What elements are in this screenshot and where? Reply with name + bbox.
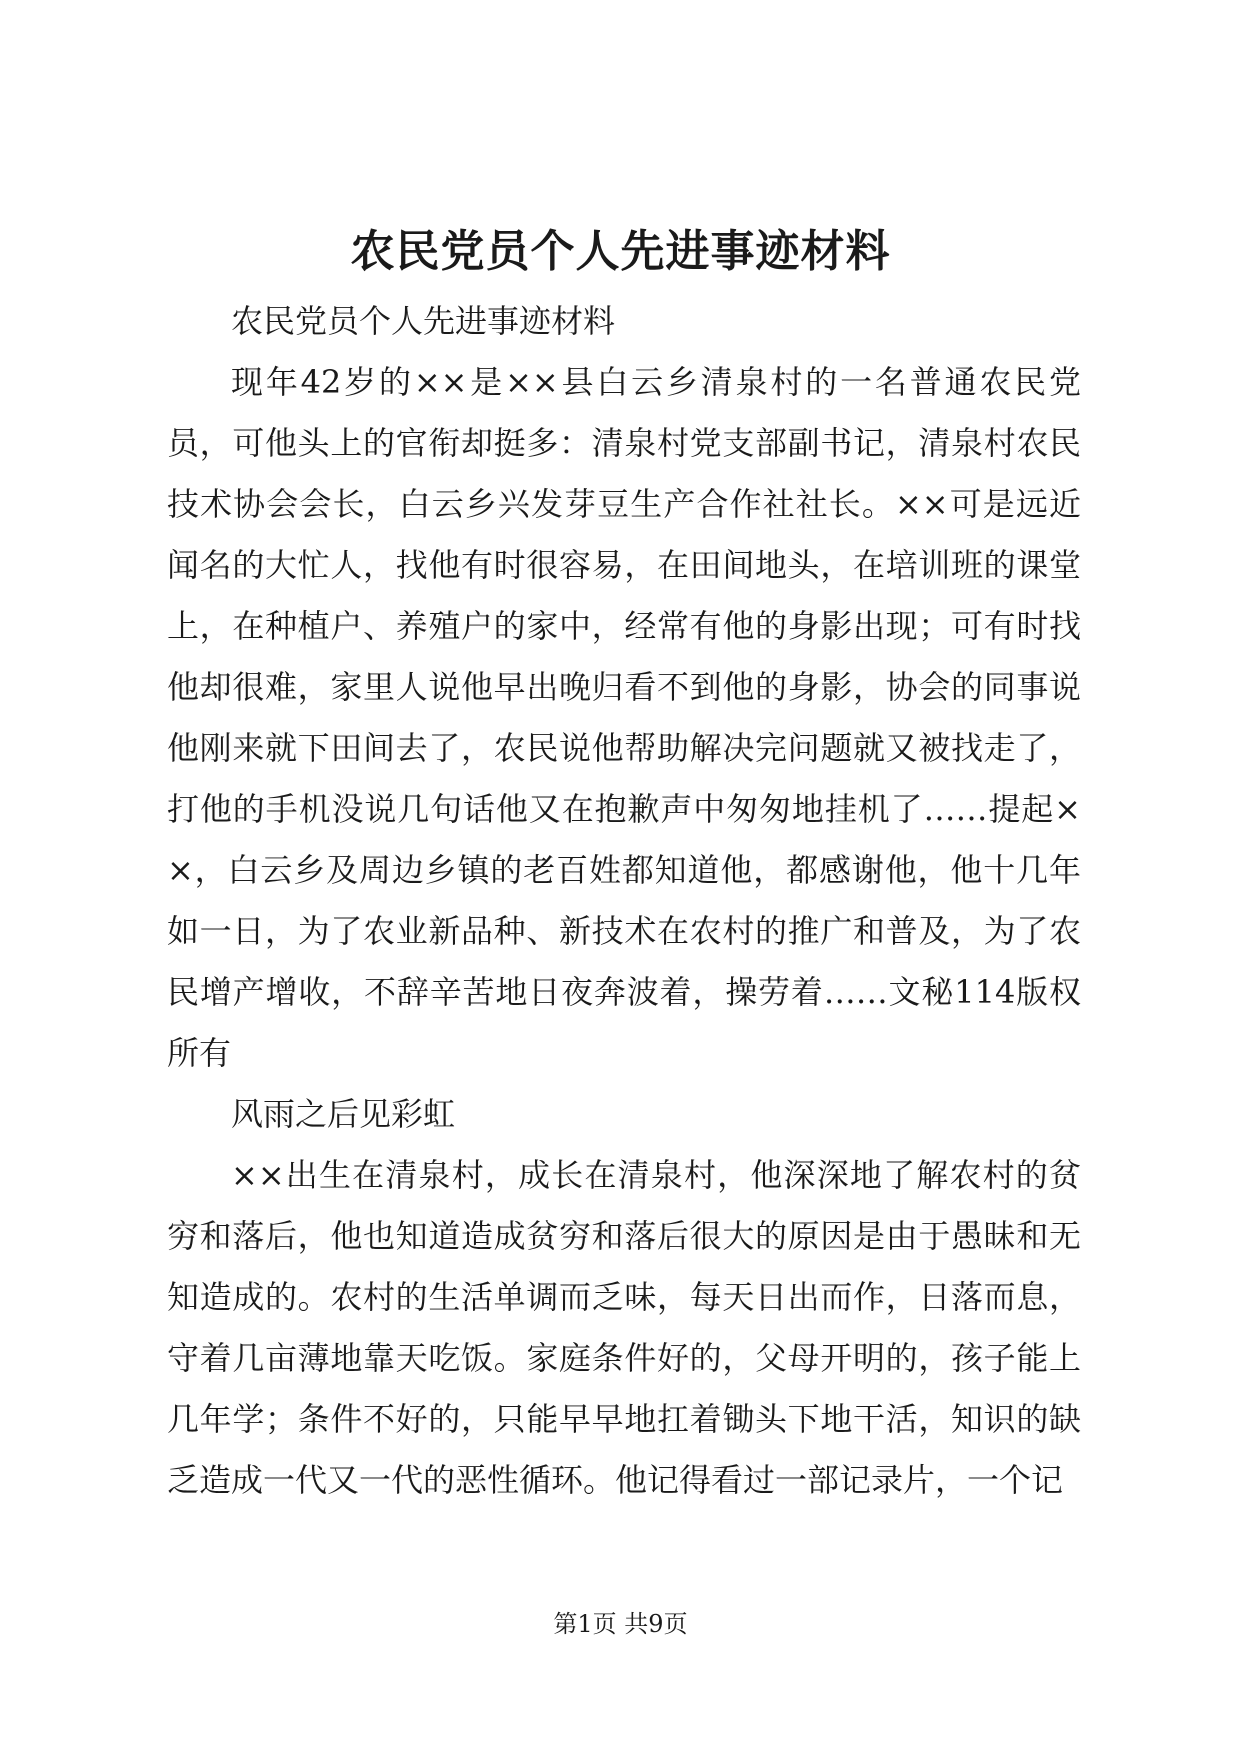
body-paragraph-intro: 现年42岁的××是××县白云乡清泉村的一名普通农民党员，可他头上的官衔却挺多：清泉村党支部副书记，清泉村农民技术协会会长，白云乡兴发芽豆生产合作社社长。××可是远近闻名的大忙人，找他有时很容易，在田间地头，在培训班的课堂上，在种植户、养殖户的家中，经常有他的身影出现；可有时找他却很难，家里人说他早出晚归看不到他的身影，协会的同事说他刚来就下田间去了，农民说他帮助解决完问题就又被找走了，打他的手机没说几句话他又在抱歉声中匆匆地挂机了……提起××，白云乡及周边乡镇的老百姓都知道他，都感谢他，他十几年如一日，为了农业新品种、新技术在农村的推广和普及，为了农民增产增收，不辞辛苦地日夜奔波着，操劳着……文秘114版权所有 <box>167 363 1081 1072</box>
body-paragraph-subtitle: 农民党员个人先进事迹材料 <box>231 302 616 340</box>
page-footer: 第1页 共9页 <box>553 1610 688 1638</box>
document-title: 农民党员个人先进事迹材料 <box>350 226 891 277</box>
document-body <box>167 291 1081 1511</box>
section-heading: 风雨之后见彩虹 <box>231 1095 456 1133</box>
body-paragraph-section: ××出生在清泉村，成长在清泉村，他深深地了解农村的贫穷和落后，他也知道造成贫穷和落后很大的原因是由于愚昧和无知造成的。农村的生活单调而乏味，每天日出而作，日落而息，守着几亩薄地靠天吃饭。家庭条件好的，父母开明的，孩子能上几年学；条件不好的，只能早早地扛着锄头下地干活，知识的缺乏造成一代又一代的恶性循环。他记得看过一部记录片，一个记 <box>167 1156 1081 1499</box>
